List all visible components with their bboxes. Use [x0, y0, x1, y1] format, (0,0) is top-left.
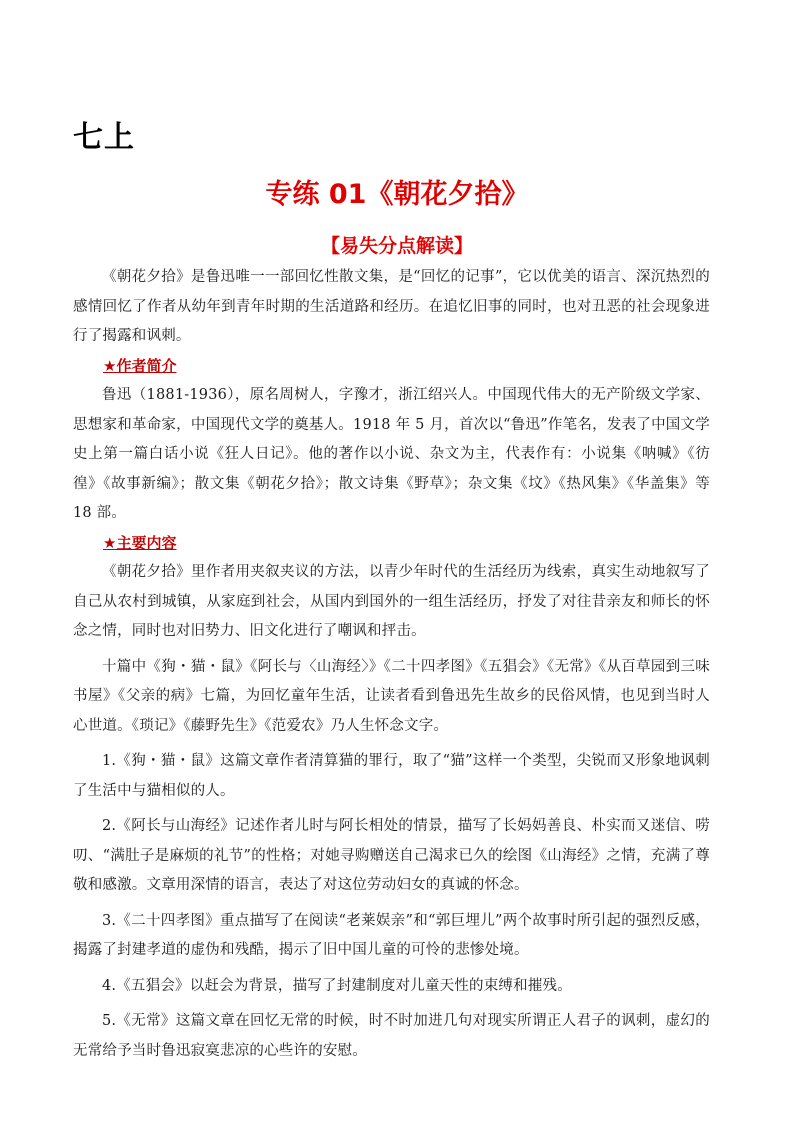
list-item-3: 3.《二十四孝图》重点描写了在阅读“老莱娱亲”和“郭巨埋儿”两个故事时所引起的强烈反感，揭露了封建孝道的虚伪和残酷，揭示了旧中国儿童的可怜的悲惨处境。: [73, 912, 710, 958]
author-heading: ★作者简介: [103, 356, 177, 375]
list-item-1: 1.《狗・猫・鼠》这篇文章作者清算猫的罪行，取了“猫”这样一个类型，尖锐而又形象地讽刺了生活中与猫相似的人。: [73, 753, 710, 799]
content-heading: ★主要内容: [103, 533, 177, 552]
document-body: [73, 263, 710, 1066]
section-subtitle: 【易失分点解读】: [320, 235, 473, 257]
document-title: 专练 01《朝花夕拾》: [265, 179, 529, 210]
list-item-2: 2.《阿长与山海经》记述作者儿时与阿长相处的情景，描写了长妈妈善良、朴实而又迷信、唠叨、“满肚子是麻烦的礼节”的性格；对她寻购赠送自己渴求已久的绘图《山海经》之情，充满了尊敬和感激。文章用深情的语言，表达了对这位劳动妇女的真诚的怀念。: [73, 818, 710, 893]
content-paragraph-1: 《朝花夕拾》里作者用夹叙夹议的方法，以青少年时代的生活经历为线索，真实生动地叙写了自己从农村到城镇，从家庭到社会，从国内到国外的一组生活经历，抒发了对往昔亲友和师长的怀念之情，同时也对旧势力、旧文化进行了嘲讽和抨击。: [73, 564, 710, 639]
intro-paragraph: 《朝花夕拾》是鲁迅唯一一部回忆性散文集，是“回忆的记事”，它以优美的语言、深沉热烈的感情回忆了作者从幼年到青年时期的生活道路和经历。在追忆旧事的同时，也对丑恶的社会现象进行了揭露和讽刺。: [73, 269, 710, 344]
grade-label: 七上: [73, 120, 135, 155]
list-item-4: 4.《五猖会》以赶会为背景，描写了封建制度对儿童天性的束缚和摧残。: [102, 977, 572, 994]
author-paragraph: 鲁迅（1881-1936），原名周树人，字豫才，浙江绍兴人。中国现代伟大的无产阶级文学家、思想家和革命家，中国现代文学的奠基人。1918 年 5 月，首次以“鲁迅”作笔名，发表了中国文学史上第一篇白话小说《狂人日记》。他的著作以小说、杂文为主，代表作有：小说集《呐喊》《彷徨》《故事新编》；散文集《朝花夕拾》；散文诗集《野草》；杂文集《坟》《热风集》《华盖集》等 18 部。: [73, 387, 710, 521]
content-paragraph-2: 十篇中《狗・猫・鼠》《阿长与〈山海经〉》《二十四孝图》《五猖会》《无常》《从百草园到三味书屋》《父亲的病》七篇，为回忆童年生活，让读者看到鲁迅先生故乡的民俗风情，也见到当时人心世道。《琐记》《藤野先生》《范爱农》乃人生怀念文字。: [73, 658, 710, 734]
list-item-5: 5.《无常》这篇文章在回忆无常的时候，时不时加进几句对现实所谓正人君子的讽刺，虚幻的无常给予当时鲁迅寂寞悲凉的心些许的安慰。: [73, 1013, 710, 1059]
